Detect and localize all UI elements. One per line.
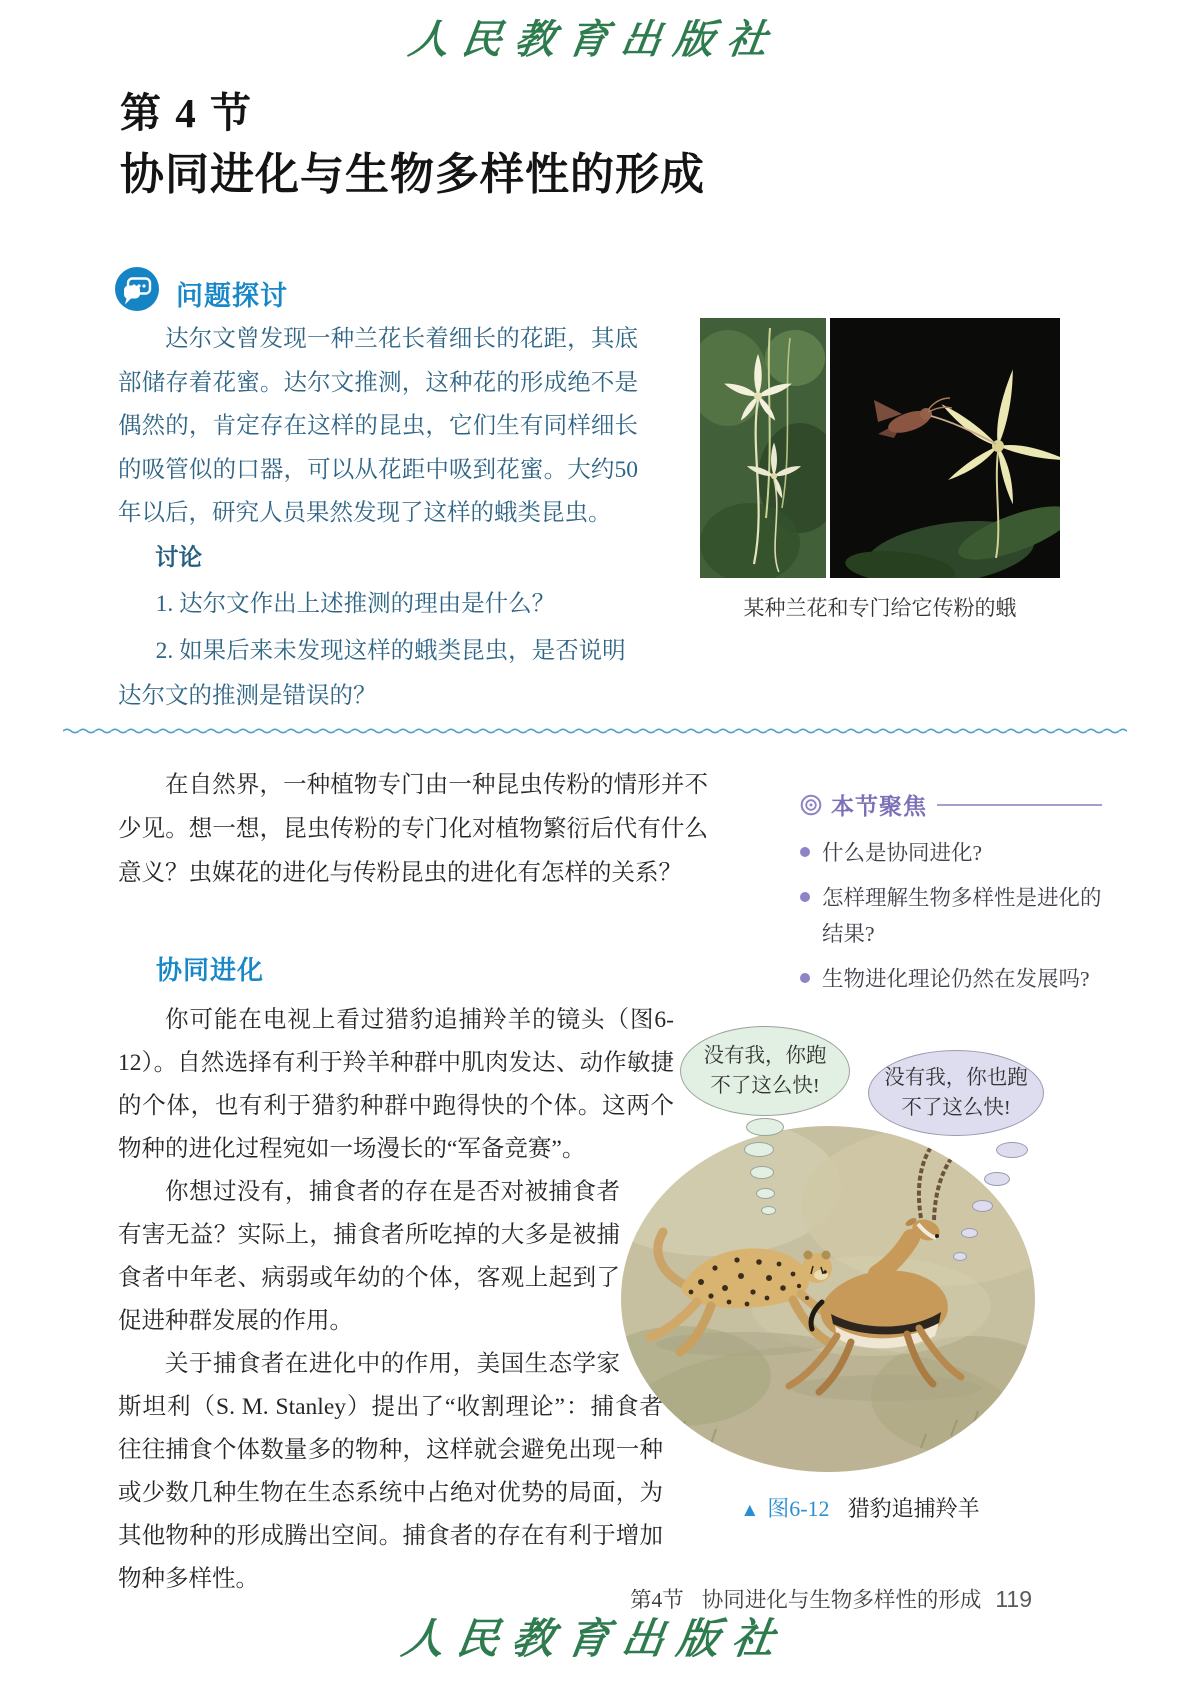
cheetah-thought-bubble: 没有我，你跑不了这么快!: [680, 1026, 850, 1116]
footer-title: 协同进化与生物多样性的形成: [701, 1588, 982, 1612]
coevolution-paragraph-1: 你可能在电视上看过猎豹追捕羚羊的镜头（图6-12）。自然选择有利于羚羊种群中肌肉发达、动作敏捷的个体，也有利于猎豹种群中跑得快的个体。这两个物种的进化过程宛如一场漫长的“军备竞赛”。: [118, 1007, 674, 1162]
orchid-moth-photos: [700, 318, 1060, 578]
section-number: 第 4 节: [120, 90, 253, 136]
figure-number: 图6-12: [767, 1496, 830, 1521]
publisher-logo-top: 人民教育出版社: [405, 17, 784, 62]
discussion-label: 讨论: [155, 545, 202, 571]
wavy-divider: [63, 722, 1127, 740]
thought-trail-dot: [750, 1166, 774, 1179]
focus-item: 怎样理解生物多样性是进化的结果?: [800, 880, 1102, 952]
photo-caption: 某种兰花和专门给它传粉的蛾: [743, 596, 1017, 620]
coevolution-paragraph-3: 关于捕食者在进化中的作用，美国生态学家斯坦利（S. M. Stanley）提出了“收割理论”：捕食者往往捕食个体数量多的物种，这样就会避免出现一种或少数几种生物在生态系统中占绝对优势的局面，为其他物种的形成腾出空间。捕食者的存在有利于增加物种多样性。: [118, 1351, 663, 1592]
coevolution-section: [118, 950, 708, 1601]
section-focus-header: 本节聚焦: [831, 793, 927, 819]
moth-photo: [830, 318, 1060, 578]
bullet-icon: [800, 973, 810, 983]
problem-discussion-header: 问题探讨: [176, 281, 288, 311]
figure-title: 猎豹追捕羚羊: [847, 1496, 980, 1521]
thought-trail-dot: [746, 1118, 784, 1136]
focus-item: 生物进化理论仍然在发展吗?: [800, 961, 1102, 997]
thought-trail-dot: [761, 1206, 776, 1215]
footer-section: 第4节: [630, 1588, 684, 1612]
coevolution-paragraph-2: 你想过没有，捕食者的存在是否对被捕食者有害无益？实际上，捕食者所吃掉的大多是被捕食者中年老、病弱或年幼的个体，客观上起到了促进种群发展的作用。: [118, 1179, 620, 1334]
section-focus-panel: [800, 788, 1102, 1006]
page-title: 协同进化与生物多样性的形成: [120, 150, 705, 199]
page-number: 119: [995, 1586, 1032, 1612]
thought-trail-dot: [984, 1172, 1010, 1186]
thought-trail-dot: [961, 1228, 978, 1238]
bullet-icon: [800, 892, 810, 902]
figure-caption: [660, 1492, 1060, 1523]
cheetah-gazelle-photo: [621, 1126, 1035, 1477]
discussion-question-2: 2. 如果后来未发现这样的蛾类昆虫，是否说明达尔文的推测是错误的？: [118, 638, 626, 709]
thought-trail-dot: [996, 1142, 1028, 1158]
discussion-question-1: 1. 达尔文作出上述推测的理由是什么？: [155, 591, 556, 617]
bullet-icon: [800, 847, 810, 857]
speech-bubble-icon: [114, 266, 160, 317]
intro-paragraph: 在自然界，一种植物专门由一种昆虫传粉的情形并不少见。想一想，昆虫传粉的专门化对植物繁衍后代有什么意义？虫媒花的进化与传粉昆虫的进化有怎样的关系？: [118, 772, 708, 886]
publisher-logo-bottom: 人民教育出版社: [398, 1617, 791, 1663]
thought-trail-dot: [972, 1200, 993, 1212]
focus-item: 什么是协同进化?: [800, 835, 1102, 871]
triangle-marker-icon: ▲: [740, 1500, 760, 1521]
orchid-photo: [700, 318, 826, 578]
target-circles-icon: [800, 794, 822, 816]
focus-rule: [937, 804, 1102, 806]
gazelle-thought-bubble: 没有我，你也跑不了这么快!: [868, 1050, 1044, 1136]
thought-trail-dot: [953, 1252, 967, 1261]
problem-discussion-body: 达尔文曾发现一种兰花长着细长的花距，其底部储存着花蜜。达尔文推测，这种花的形成绝不是偶然的，肯定存在这样的昆虫，它们生有同样细长的吸管似的口器，可以从花距中吸到花蜜。大约50年以后，研究人员果然发现了这样的蛾类昆虫。: [118, 326, 638, 527]
thought-trail-dot: [756, 1188, 775, 1199]
thought-trail-dot: [744, 1142, 774, 1157]
coevolution-heading: 协同进化: [156, 955, 265, 985]
